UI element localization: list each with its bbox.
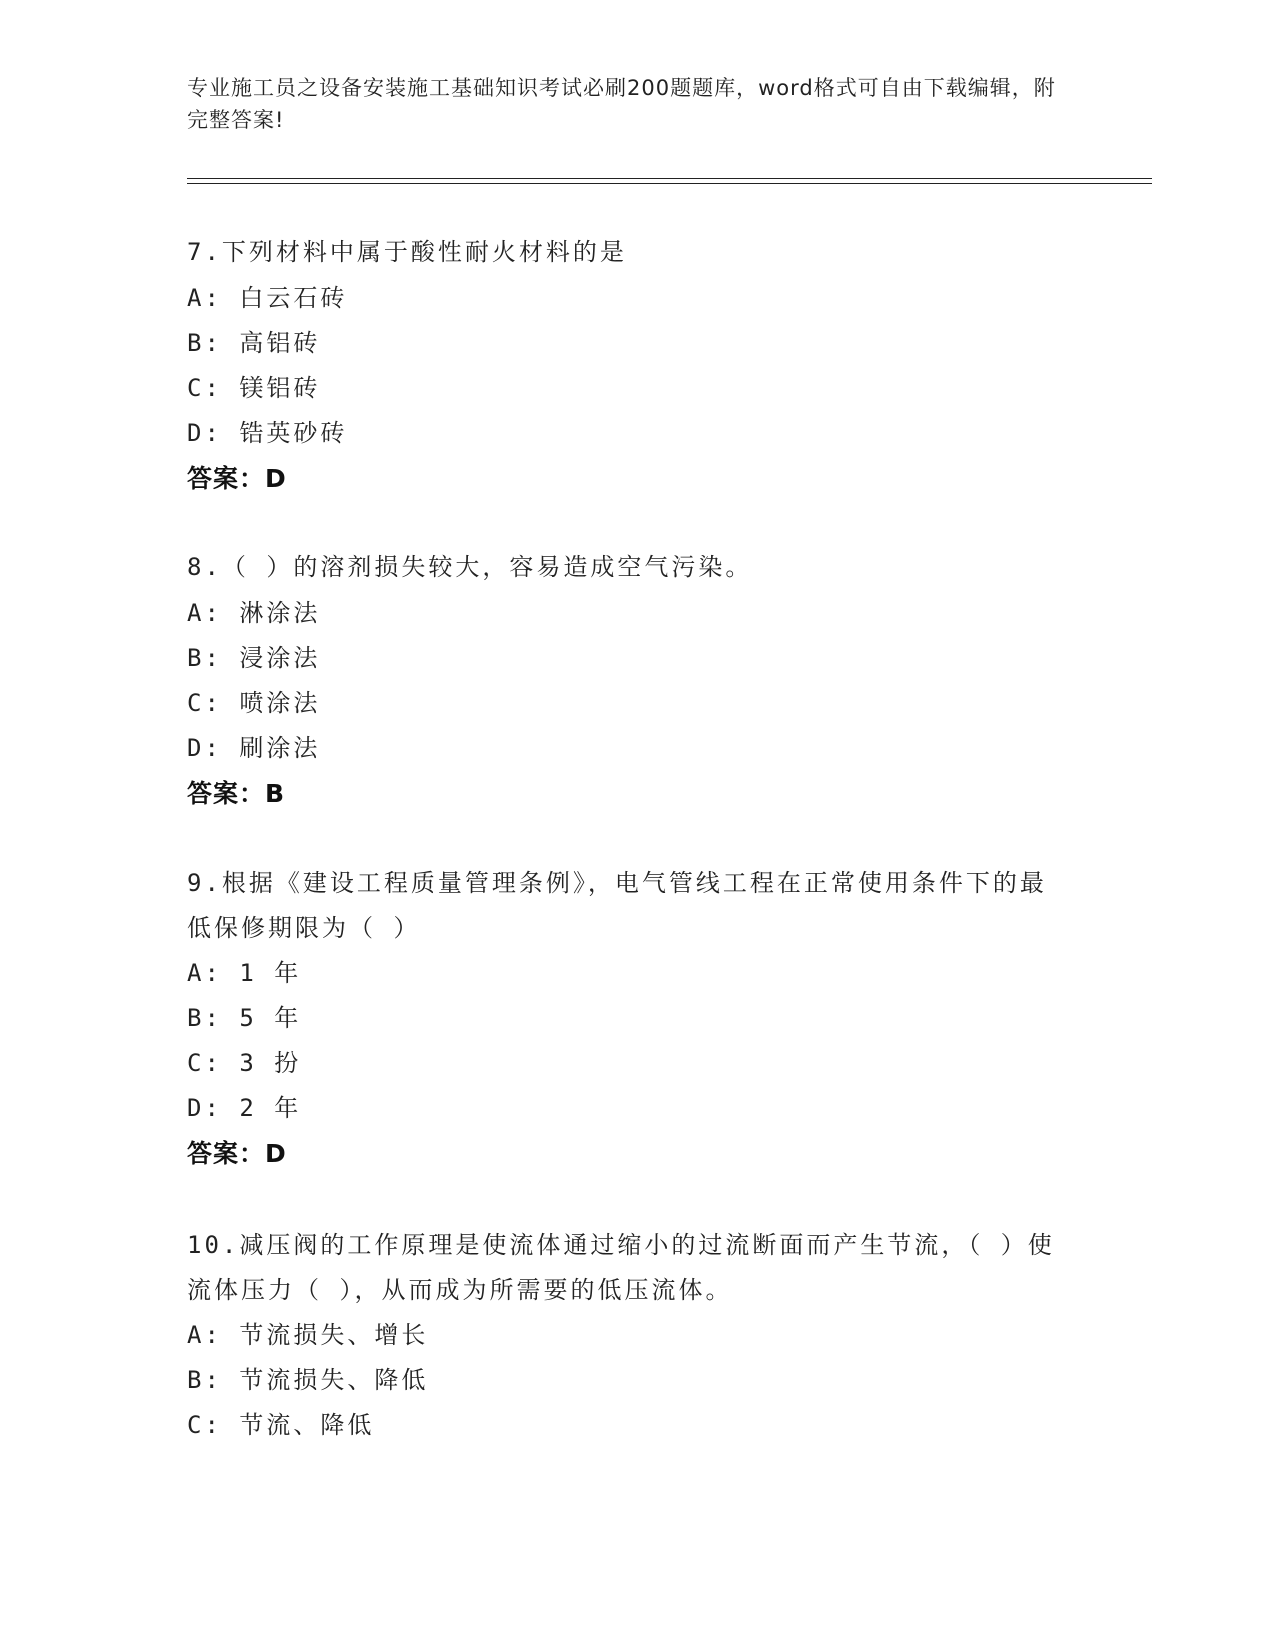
question-8-option-c: C: 喷涂法: [187, 689, 321, 717]
question-9-answer: 答案：D: [187, 1139, 287, 1168]
question-9-option-d: D: 2 年: [187, 1094, 302, 1122]
question-10-option-c: C: 节流、降低: [187, 1411, 375, 1439]
question-7-option-a: A: 白云石砖: [187, 284, 348, 312]
question-7-option-d: D: 锆英砂砖: [187, 419, 348, 447]
header-divider-top: [187, 178, 1152, 179]
question-8-answer: 答案：B: [187, 779, 286, 808]
question-10-text: 10.减压阀的工作原理是使流体通过缩小的过流断面而产生节流，（ ）使流体压力（ ），从而成为所需要的低压流体。: [187, 1231, 1055, 1304]
question-8-option-d: D: 刷涂法: [187, 734, 321, 762]
question-7-answer: 答案：D: [187, 464, 287, 493]
document-header: 专业施工员之设备安装施工基础知识考试必刷200题题库，word格式可自由下载编辑，附完整答案!: [187, 76, 1056, 132]
question-8-text: 8.（ ）的溶剂损失较大，容易造成空气污染。: [187, 553, 753, 581]
question-7-text: 7.下列材料中属于酸性耐火材料的是: [187, 238, 627, 266]
question-7-option-b: B: 高铝砖: [187, 329, 321, 357]
question-8-option-b: B: 浸涂法: [187, 644, 321, 672]
question-9-option-c: C: 3 扮: [187, 1049, 302, 1077]
question-10-option-a: A: 节流损失、增长: [187, 1321, 429, 1349]
question-8-option-a: A: 淋涂法: [187, 599, 321, 627]
question-7-option-c: C: 镁铝砖: [187, 374, 321, 402]
question-10-option-b: B: 节流损失、降低: [187, 1366, 429, 1394]
question-9-option-a: A: 1 年: [187, 959, 302, 987]
header-divider-bottom: [187, 183, 1152, 184]
question-9-option-b: B: 5 年: [187, 1004, 302, 1032]
question-9-text: 9.根据《建设工程质量管理条例》，电气管线工程在正常使用条件下的最低保修期限为（ ）: [187, 869, 1047, 942]
